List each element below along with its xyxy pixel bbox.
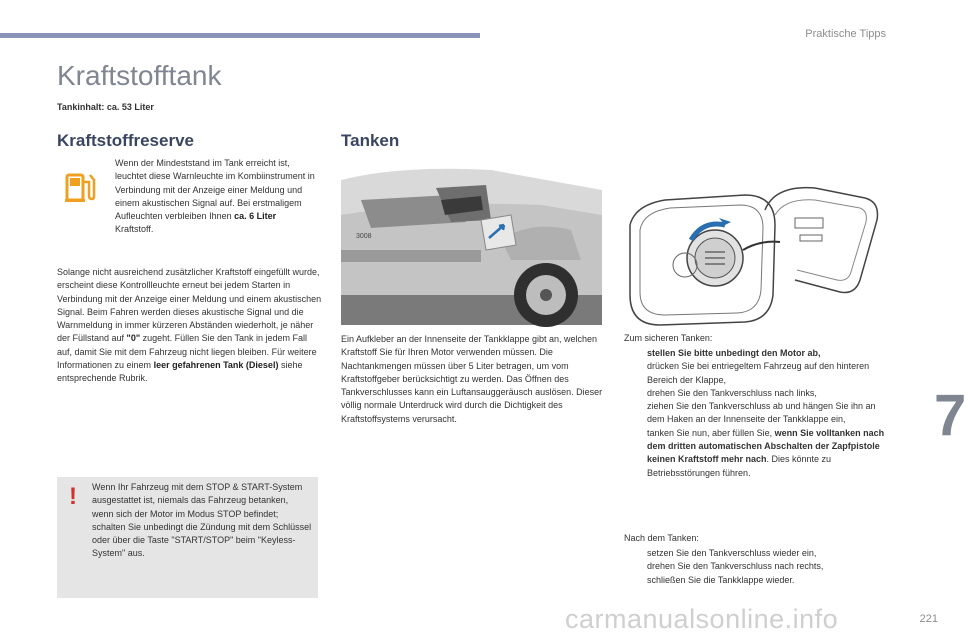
safe-refuelling-steps xyxy=(624,347,892,480)
section-label: Praktische Tipps xyxy=(805,28,886,40)
page-title: Kraftstofftank xyxy=(57,60,222,91)
heading-fuel-reserve: Kraftstoffreserve xyxy=(57,131,194,150)
heading-refuelling: Tanken xyxy=(341,131,400,150)
exclamation-icon: ! xyxy=(69,483,77,510)
header-accent-bar xyxy=(0,33,480,38)
list-item: schließen Sie die Tankklappe wieder. xyxy=(647,574,795,585)
list-item: drehen Sie den Tankverschluss nach links, xyxy=(647,387,817,398)
reserve-detail-text: Solange nicht ausreichend zusätzlicher Kraftstoff eingefüllt wurde, erscheint diese Kontrollleuchte erneut bei jedem Starten in Verbindung mit der Anzeige einer Meldung und einem akustischen Signal. Beim Fahren werden dieses akustische Signal und die Warnmeldung in immer kürzeren Abständen wiederholt, je näher der Füllstand auf "0" zugeht. Füllen Sie den Tank in jedem Fall auf, damit Sie mit dem Fahrzeug nicht liegen bleiben. Für weitere Informationen zu einem leer gefahrenen Tank (Diesel) siehe entsprechende Rubrik. xyxy=(57,267,322,384)
tank-capacity: Tankinhalt: ca. 53 Liter xyxy=(57,102,154,112)
page-number: 221 xyxy=(919,613,938,625)
after-refuelling-steps xyxy=(624,547,892,587)
fuel-pump-icon xyxy=(62,166,98,206)
warning-box xyxy=(57,477,318,598)
fuel-cap-illustration xyxy=(625,180,885,330)
list-item: tanken Sie nun, aber füllen Sie, wenn Sie volltanken nach dem dritten automatischen Abschalten der Zapfpistole keinen Kraftstoff mehr nach. Dies könnte zu Betriebsstörungen führen. xyxy=(647,427,885,478)
list-item: drücken Sie bei entriegeltem Fahrzeug auf den hinteren Bereich der Klappe, xyxy=(647,361,870,385)
after-refuelling-intro: Nach dem Tanken: xyxy=(624,533,699,543)
list-item: ziehen Sie den Tankverschluss ab und hängen Sie ihn an dem Haken an der Innenseite der Tankklappe ein, xyxy=(647,401,876,425)
svg-text:3008: 3008 xyxy=(356,233,372,240)
chapter-number: 7 xyxy=(934,383,966,448)
list-item: setzen Sie den Tankverschluss wieder ein, xyxy=(647,548,817,558)
watermark: carmanualsonline.info xyxy=(565,604,839,634)
reserve-lamp-text: Wenn der Mindeststand im Tank erreicht ist, leuchtet diese Warnleuchte im Kombiinstrument in Verbindung mit der Anzeige einer Meldung und einem akustischen Signal auf. Bei erstmaligem Aufleuchten verbleiben Ihnen ca. 6 Liter Kraftstoff. xyxy=(115,158,315,235)
safe-refuelling-intro: Zum sicheren Tanken: xyxy=(624,333,713,343)
car-rear-photo xyxy=(341,160,602,325)
list-item: stellen Sie bitte unbedingt den Motor ab, xyxy=(647,348,821,358)
list-item: drehen Sie den Tankverschluss nach rechts, xyxy=(647,561,824,572)
refuelling-description: Ein Aufkleber an der Innenseite der Tankklappe gibt an, welchen Kraftstoff Sie für Ihren Motor verwenden müssen. Die Nachtankmengen müssen über 5 Liter betragen, um vom Kraftstoffgeber berücksichtigt zu werden. Das Öffnen des Tankverschlusses kann ein Luftansauggeräusch auslösen. Dieser völlig normale Unterdruck wird durch die Dichtigkeit des Kraftstoffsystems verursacht. xyxy=(341,334,603,424)
warning-text: Wenn Ihr Fahrzeug mit dem STOP & START-System ausgestattet ist, niemals das Fahrzeug betanken, wenn sich der Motor im Modus STOP befindet; schalten Sie unbedingt die Zündung mit dem Schlüssel oder über die Taste "START/STOP" beim "Keyless-System" aus. xyxy=(92,482,312,559)
